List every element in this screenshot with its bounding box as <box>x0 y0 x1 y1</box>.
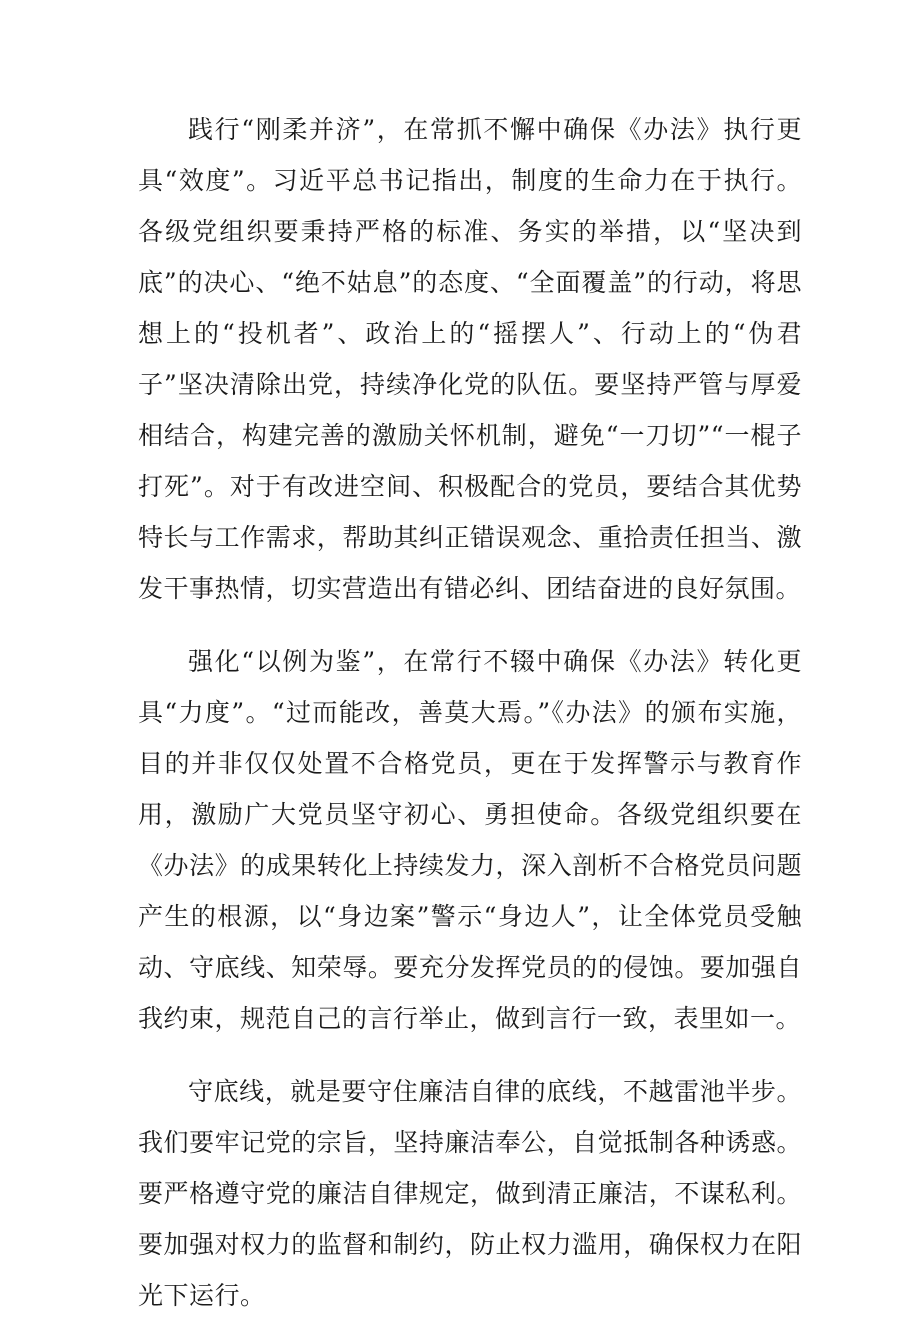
paragraph-execution: 践行“刚柔并济”，在常抓不懈中确保《办法》执行更具“效度”。习近平总书记指出，制度的生命力在于执行。各级党组织要秉持严格的标准、务实的举措，以“坚决到底”的决心、“绝不姑息”的态度、“全面覆盖”的行动，将思想上的“投机者”、政治上的“摇摆人”、行动上的“伪君子”坚决清除出党，持续净化党的队伍。要坚持严管与厚爱相结合，构建完善的激励关怀机制，避免“一刀切”“一棍子打死”。对于有改进空间、积极配合的党员，要结合其优势特长与工作需求，帮助其纠正错误观念、重拾责任担当、激发干事热情，切实营造出有错必纠、团结奋进的良好氛围。 <box>138 115 802 603</box>
document-body <box>138 104 802 1343</box>
paragraph-bottom-line: 守底线，就是要守住廉洁自律的底线，不越雷池半步。我们要牢记党的宗旨，坚持廉洁奉公，自觉抵制各种诱惑。要严格遵守党的廉洁自律规定，做到清正廉洁，不谋私利。要加强对权力的监督和制约，防止权力滥用，确保权力在阳光下运行。 <box>138 1077 802 1310</box>
paragraph-transformation: 强化“以例为鉴”，在常行不辍中确保《办法》转化更具“力度”。“过而能改，善莫大焉。”《办法》的颁布实施，目的并非仅仅处置不合格党员，更在于发挥警示与教育作用，激励广大党员坚守初心、勇担使命。各级党组织要在《办法》的成果转化上持续发力，深入剖析不合格党员问题产生的根源，以“身边案”警示“身边人”，让全体党员受触动、守底线、知荣辱。要充分发挥党员的的侵蚀。要加强自我约束，规范自己的言行举止，做到言行一致，表里如一。 <box>138 647 802 1033</box>
